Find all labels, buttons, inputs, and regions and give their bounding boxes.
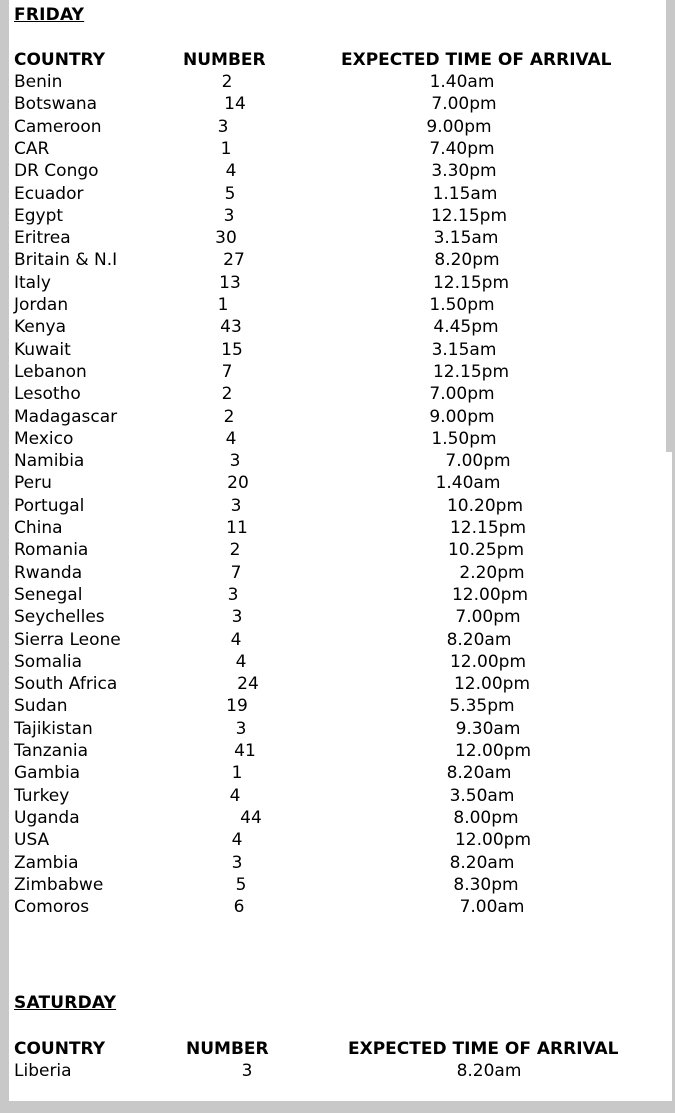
country-cell: Somalia <box>14 651 83 672</box>
table-row <box>9 339 666 361</box>
arrival-time-cell: 1.40am <box>429 72 495 92</box>
table-row <box>9 606 666 628</box>
arrival-time-cell: 12.00pm <box>453 674 531 695</box>
arrival-time-cell: 2.20pm <box>459 562 525 583</box>
table-row <box>9 874 666 896</box>
table-row <box>9 450 666 472</box>
arrival-time-cell: 12.00pm <box>449 651 527 672</box>
page-edge <box>666 452 672 1101</box>
arrival-time-cell: 1.40am <box>435 473 501 494</box>
table-row <box>9 472 666 494</box>
country-cell: USA <box>14 830 50 851</box>
table-row <box>9 116 666 138</box>
number-cell: 43 <box>220 317 242 338</box>
country-cell: Mexico <box>14 428 74 449</box>
arrival-time-cell: 12.15pm <box>430 205 508 226</box>
number-cell: 3 <box>241 1061 253 1081</box>
arrival-time-cell: 5.35pm <box>449 696 515 717</box>
arrival-time-cell: 9.00pm <box>426 116 492 137</box>
number-cell: 3 <box>227 584 239 605</box>
table-row <box>9 294 666 316</box>
country-cell: Zimbabwe <box>14 874 104 895</box>
number-cell: 14 <box>224 94 246 115</box>
arrival-time-cell: 7.00pm <box>429 384 495 405</box>
arrival-time-cell: 12.00pm <box>454 741 532 761</box>
country-cell: Eritrea <box>14 228 71 249</box>
arrival-time-cell: 3.15am <box>433 228 499 249</box>
country-cell: Uganda <box>14 807 80 828</box>
saturday-number-header: NUMBER <box>186 1039 269 1059</box>
number-cell: 3 <box>231 852 243 873</box>
number-cell: 4 <box>231 830 243 851</box>
number-cell: 2 <box>221 384 233 405</box>
table-row <box>9 629 666 651</box>
table-row <box>9 183 666 205</box>
table-row <box>9 829 666 851</box>
table-row <box>9 539 666 561</box>
number-cell: 4 <box>229 785 241 806</box>
arrival-time-cell: 8.20am <box>446 629 512 650</box>
number-cell: 2 <box>223 406 235 427</box>
arrival-time-cell: 7.00am <box>459 897 525 918</box>
friday-number-header: NUMBER <box>183 50 266 70</box>
country-cell: Portugal <box>14 495 85 516</box>
table-row <box>9 896 666 918</box>
number-cell: 3 <box>230 495 242 516</box>
arrival-time-cell: 10.25pm <box>447 540 525 561</box>
table-row <box>9 93 666 115</box>
table-row <box>9 718 666 740</box>
table-row <box>9 785 666 807</box>
table-row <box>9 495 666 517</box>
country-cell: Comoros <box>14 897 90 918</box>
country-cell: Jordan <box>14 295 69 315</box>
saturday-country-header: COUNTRY <box>14 1039 106 1059</box>
arrival-time-cell: 12.15pm <box>449 518 527 538</box>
arrival-time-cell: 3.30pm <box>431 161 497 182</box>
number-cell: 4 <box>225 428 237 449</box>
country-cell: Cameroon <box>14 116 102 137</box>
country-cell: Madagascar <box>14 406 118 427</box>
arrival-time-cell: 3.50am <box>449 785 515 806</box>
number-cell: 1 <box>217 295 229 315</box>
number-cell: 19 <box>226 696 248 717</box>
table-row <box>9 160 666 182</box>
number-cell: 3 <box>229 451 241 472</box>
number-cell: 44 <box>240 807 262 828</box>
table-row <box>9 205 666 227</box>
arrival-time-cell: 9.30am <box>455 718 521 739</box>
arrival-time-cell: 12.15pm <box>432 361 510 382</box>
friday-time-header: EXPECTED TIME OF ARRIVAL <box>341 50 612 70</box>
number-cell: 4 <box>225 161 237 182</box>
country-cell: Peru <box>14 473 52 494</box>
saturday-heading: SATURDAY <box>14 993 117 1013</box>
arrival-time-cell: 3.15am <box>431 339 497 360</box>
table-row <box>9 562 666 584</box>
table-row <box>9 138 666 160</box>
table-row <box>9 651 666 673</box>
number-cell: 3 <box>217 116 229 137</box>
table-row <box>9 695 666 717</box>
country-cell: Sudan <box>14 696 68 717</box>
number-cell: 1 <box>231 763 243 784</box>
country-cell: Romania <box>14 540 89 561</box>
arrival-time-cell: 12.15pm <box>432 272 510 293</box>
number-cell: 11 <box>226 518 248 538</box>
arrival-time-cell: 8.30pm <box>453 874 519 895</box>
country-cell: Turkey <box>14 785 70 806</box>
number-cell: 5 <box>235 874 247 895</box>
table-row <box>9 584 666 606</box>
country-cell: Italy <box>14 272 51 293</box>
country-cell: Kuwait <box>14 339 71 360</box>
country-cell: Gambia <box>14 763 81 784</box>
number-cell: 2 <box>229 540 241 561</box>
country-cell: Botswana <box>14 94 98 115</box>
number-cell: 2 <box>221 72 233 92</box>
country-cell: Ecuador <box>14 183 84 204</box>
arrival-time-cell: 8.20pm <box>434 250 500 271</box>
number-cell: 1 <box>220 138 232 159</box>
table-row <box>9 406 666 428</box>
country-cell: China <box>14 518 63 538</box>
table-row <box>9 673 666 695</box>
number-cell: 4 <box>230 629 242 650</box>
table-row <box>9 807 666 829</box>
table-row <box>9 852 666 874</box>
arrival-time-cell: 8.20am <box>456 1061 522 1081</box>
number-cell: 30 <box>215 228 237 249</box>
country-cell: South Africa <box>14 674 118 695</box>
number-cell: 3 <box>235 718 247 739</box>
arrival-time-cell: 4.45pm <box>433 317 499 338</box>
table-row <box>9 227 666 249</box>
country-cell: Lesotho <box>14 384 81 405</box>
arrival-time-cell: 9.00pm <box>429 406 495 427</box>
arrival-time-cell: 1.50pm <box>431 428 497 449</box>
arrival-time-cell: 7.40pm <box>429 138 495 159</box>
arrival-time-cell: 7.00pm <box>431 94 497 115</box>
country-cell: Kenya <box>14 317 67 338</box>
country-cell: Tanzania <box>14 741 89 761</box>
table-row <box>9 517 666 539</box>
country-cell: DR Congo <box>14 161 99 182</box>
table-row <box>9 383 666 405</box>
number-cell: 7 <box>221 361 233 382</box>
number-cell: 20 <box>227 473 249 494</box>
table-row <box>9 316 666 338</box>
table-row <box>9 762 666 784</box>
arrival-time-cell: 1.50pm <box>429 295 495 315</box>
number-cell: 7 <box>230 562 242 583</box>
arrival-time-cell: 12.00pm <box>454 830 532 851</box>
arrival-time-cell: 7.00pm <box>445 451 511 472</box>
number-cell: 24 <box>237 674 259 695</box>
country-cell: Seychelles <box>14 607 105 628</box>
arrival-time-cell: 8.00pm <box>453 807 519 828</box>
arrival-schedule-document <box>9 0 666 1101</box>
table-row <box>9 428 666 450</box>
country-cell: Zambia <box>14 852 79 873</box>
saturday-time-header: EXPECTED TIME OF ARRIVAL <box>348 1039 619 1059</box>
number-cell: 3 <box>231 607 243 628</box>
number-cell: 27 <box>223 250 245 271</box>
country-cell: Namibia <box>14 451 85 472</box>
country-cell: CAR <box>14 138 50 159</box>
table-row <box>9 272 666 294</box>
friday-country-header: COUNTRY <box>14 50 106 70</box>
number-cell: 5 <box>224 183 236 204</box>
table-row <box>9 1060 666 1082</box>
number-cell: 3 <box>223 205 235 226</box>
country-cell: Sierra Leone <box>14 629 121 650</box>
number-cell: 41 <box>234 741 256 761</box>
arrival-time-cell: 12.00pm <box>451 584 529 605</box>
table-row <box>9 249 666 271</box>
arrival-time-cell: 8.20am <box>446 763 512 784</box>
arrival-time-cell: 1.15am <box>432 183 498 204</box>
number-cell: 13 <box>219 272 241 293</box>
country-cell: Egypt <box>14 205 64 226</box>
number-cell: 4 <box>235 651 247 672</box>
country-cell: Liberia <box>14 1061 72 1081</box>
arrival-time-cell: 10.20pm <box>446 495 524 516</box>
arrival-time-cell: 7.00pm <box>455 607 521 628</box>
number-cell: 6 <box>233 897 245 918</box>
country-cell: Senegal <box>14 584 83 605</box>
country-cell: Britain & N.I <box>14 250 118 271</box>
country-cell: Benin <box>14 72 63 92</box>
country-cell: Rwanda <box>14 562 83 583</box>
table-row <box>9 740 666 762</box>
number-cell: 15 <box>221 339 243 360</box>
table-row <box>9 71 666 93</box>
arrival-time-cell: 8.20am <box>449 852 515 873</box>
country-cell: Lebanon <box>14 361 87 382</box>
country-cell: Tajikistan <box>14 718 93 739</box>
table-row <box>9 361 666 383</box>
friday-heading: FRIDAY <box>14 5 85 25</box>
